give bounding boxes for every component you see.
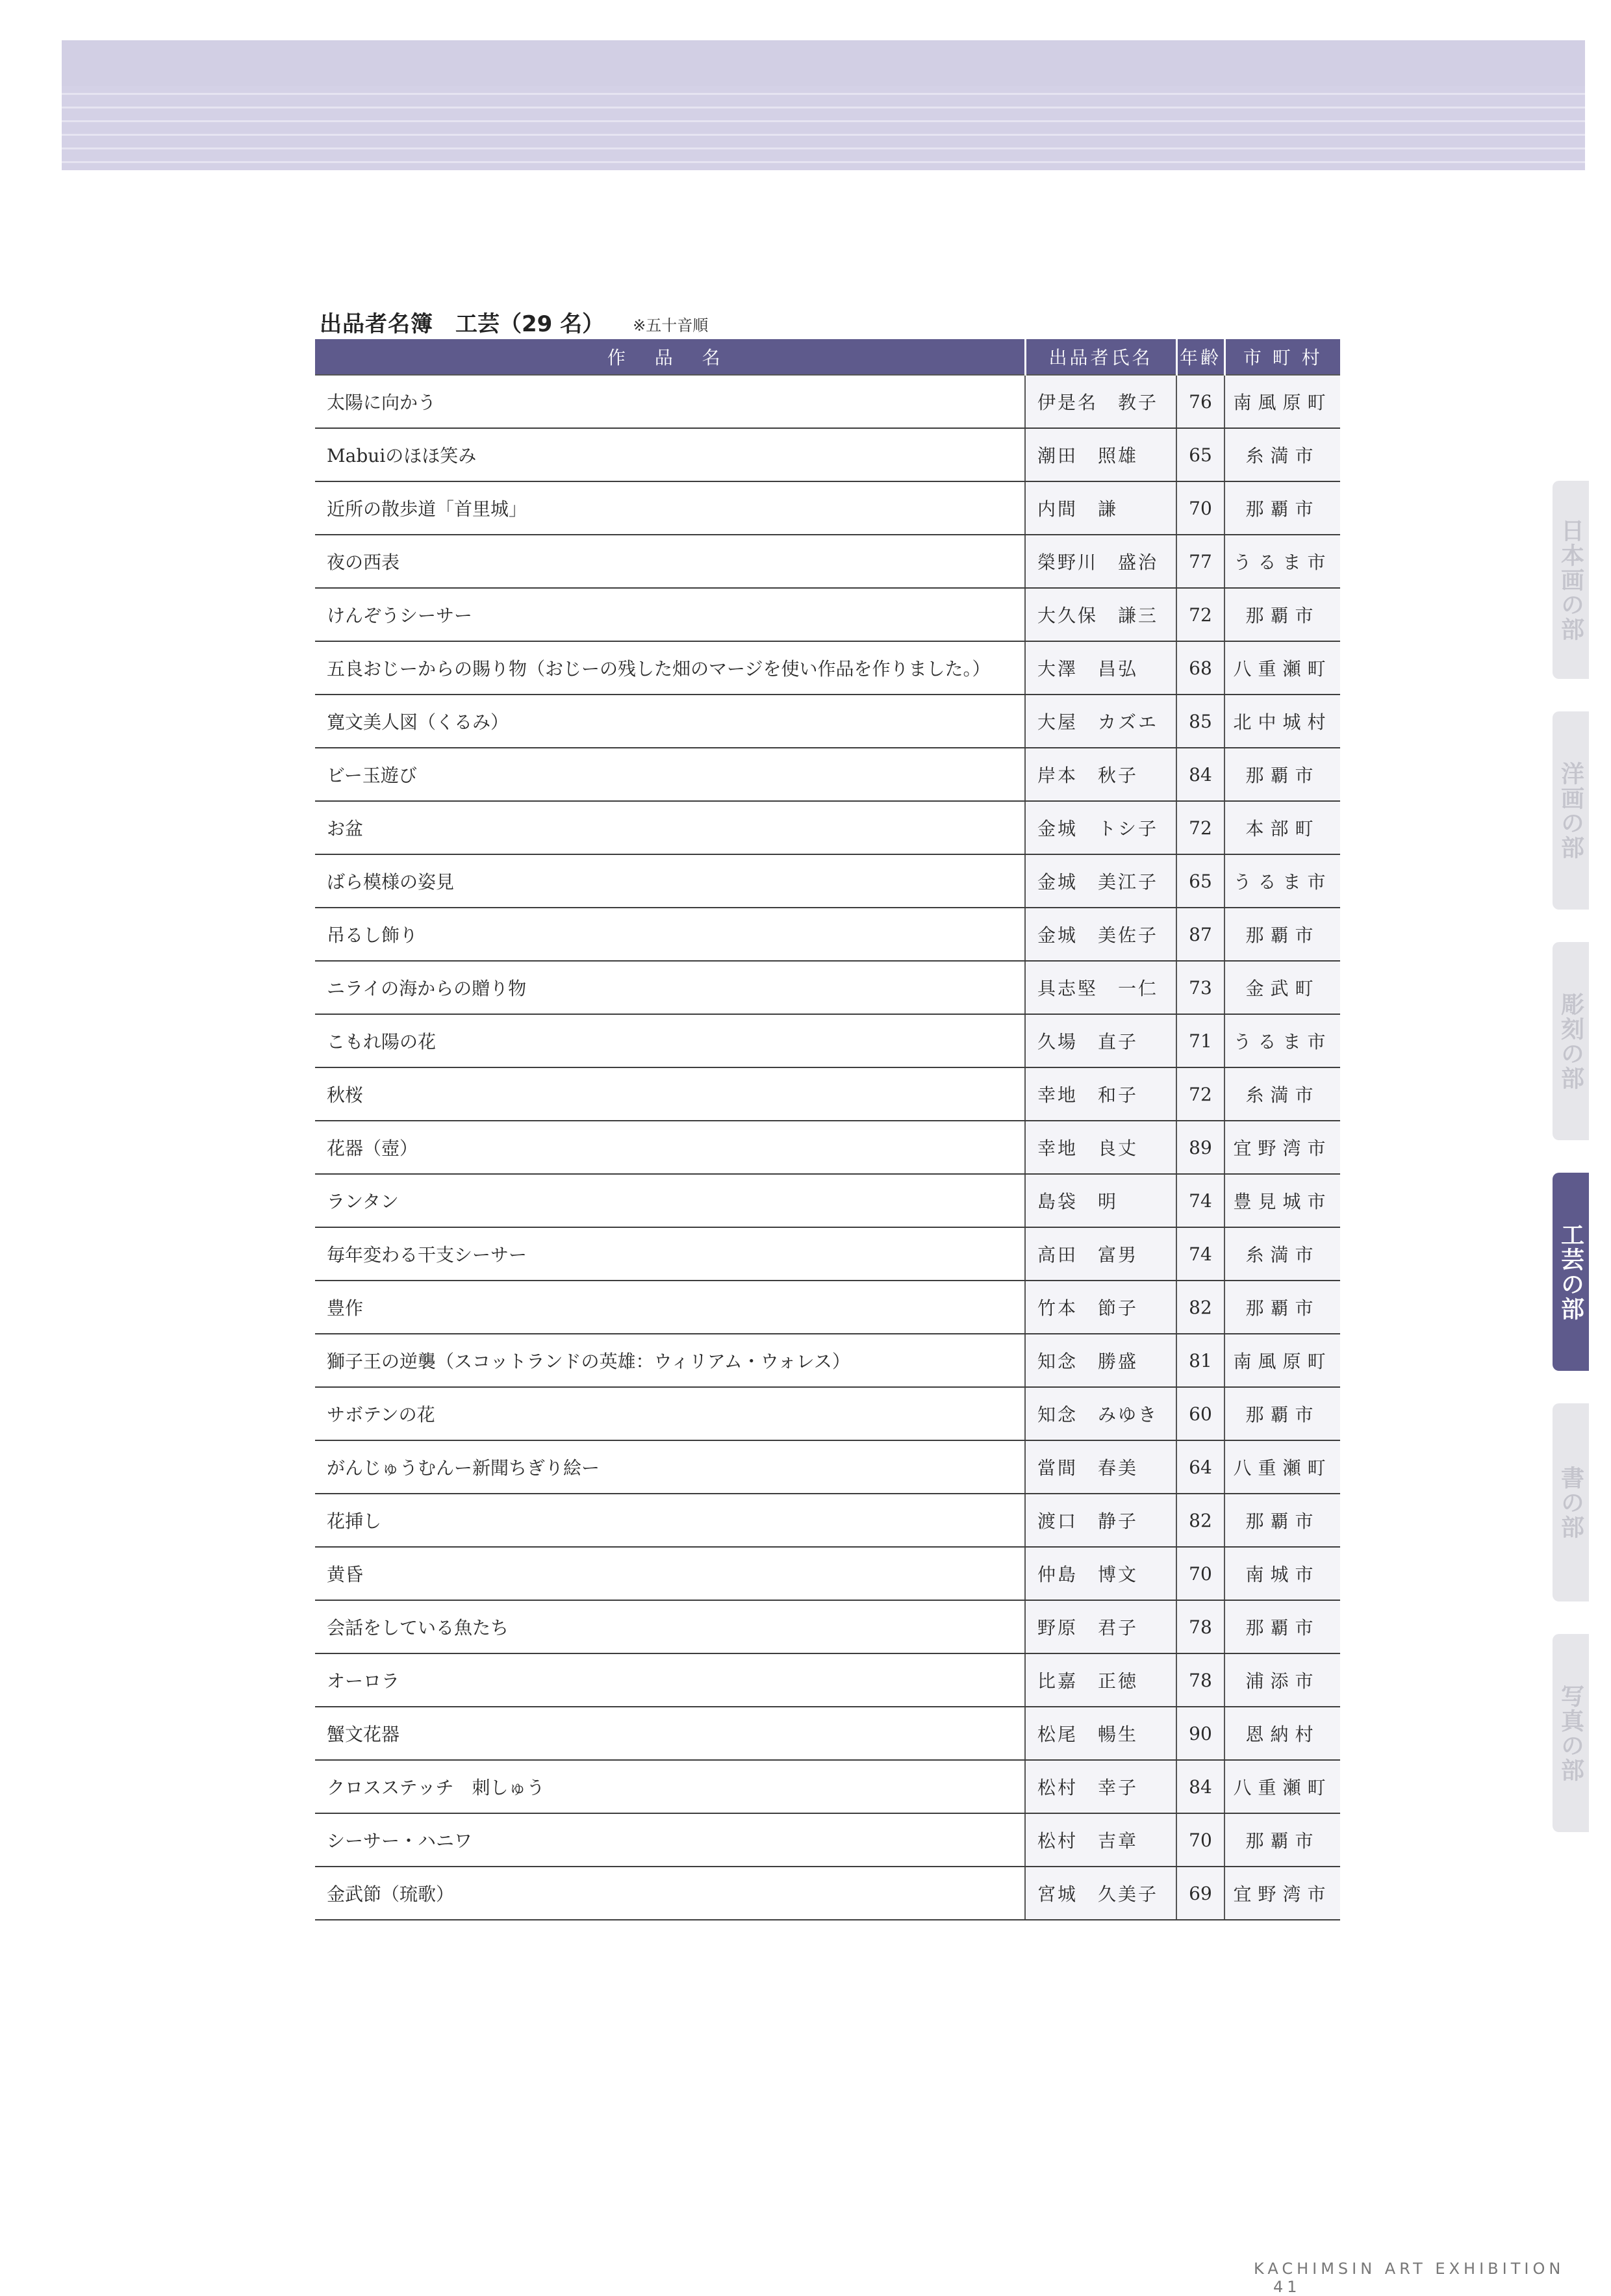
work-title-cell: シーサー・ハニワ [315, 1813, 1025, 1867]
municipality-cell: 八重瀬町 [1224, 1760, 1340, 1813]
exhibitor-name-cell: 松村 吉章 [1025, 1813, 1176, 1867]
age-cell: 90 [1176, 1707, 1224, 1760]
municipality-cell: うるま市 [1224, 535, 1340, 588]
municipality-cell: 那覇市 [1224, 1387, 1340, 1440]
category-title: 工芸（29 名） [455, 311, 605, 337]
table-row [315, 1760, 1340, 1813]
table-row [315, 1813, 1340, 1867]
work-title-cell: サボテンの花 [315, 1387, 1025, 1440]
age-cell: 78 [1176, 1600, 1224, 1653]
exhibitor-name-cell: 久場 直子 [1025, 1014, 1176, 1067]
exhibitor-name-cell: 島袋 明 [1025, 1174, 1176, 1227]
exhibitor-name-cell: 幸地 良丈 [1025, 1121, 1176, 1174]
municipality-cell: 金武町 [1224, 961, 1340, 1014]
sort-note: ※五十音順 [633, 316, 709, 335]
exhibitor-name-cell: 金城 トシ子 [1025, 801, 1176, 854]
age-cell: 74 [1176, 1174, 1224, 1227]
table-row [315, 588, 1340, 641]
age-cell: 84 [1176, 1760, 1224, 1813]
exhibitor-name-cell: 宮城 久美子 [1025, 1867, 1176, 1920]
age-cell: 60 [1176, 1387, 1224, 1440]
work-title-cell: 吊るし飾り [315, 908, 1025, 961]
municipality-cell: 那覇市 [1224, 1281, 1340, 1334]
work-title-cell: オーロラ [315, 1653, 1025, 1707]
side-tab-label: 洋画の部 [1557, 761, 1584, 860]
exhibitor-name-cell: 松村 幸子 [1025, 1760, 1176, 1813]
table-row [315, 535, 1340, 588]
table-row [315, 1121, 1340, 1174]
age-cell: 84 [1176, 748, 1224, 801]
municipality-cell: 恩納村 [1224, 1707, 1340, 1760]
exhibitor-name-cell: 知念 勝盛 [1025, 1334, 1176, 1387]
work-title-cell: 毎年変わる干支シーサー [315, 1227, 1025, 1281]
work-title-cell: がんじゅうむんー新聞ちぎり絵ー [315, 1440, 1025, 1494]
exhibitor-name-cell: 潮田 照雄 [1025, 428, 1176, 481]
work-title-cell: 獅子王の逆襲（スコットランドの英雄：ウィリアム・ウォレス） [315, 1334, 1025, 1387]
age-cell: 82 [1176, 1494, 1224, 1547]
work-title-cell: ばら模様の姿見 [315, 854, 1025, 908]
age-cell: 77 [1176, 535, 1224, 588]
section-heading [320, 305, 708, 338]
exhibitor-name-cell: 野原 君子 [1025, 1600, 1176, 1653]
age-cell: 85 [1176, 695, 1224, 748]
municipality-cell: 本部町 [1224, 801, 1340, 854]
table-row [315, 961, 1340, 1014]
roster-title: 出品者名簿 [320, 311, 433, 337]
page-number: 41 [1273, 2278, 1301, 2296]
table-row [315, 1014, 1340, 1067]
municipality-cell: 浦添市 [1224, 1653, 1340, 1707]
municipality-cell: 那覇市 [1224, 588, 1340, 641]
work-title-cell: ニライの海からの贈り物 [315, 961, 1025, 1014]
table-header-row [315, 339, 1340, 375]
work-title-cell: 豊作 [315, 1281, 1025, 1334]
table-row [315, 748, 1340, 801]
exhibitor-name-cell: 竹本 節子 [1025, 1281, 1176, 1334]
header-band-top [62, 40, 1585, 86]
header-city: 市 町 村 [1224, 339, 1340, 375]
table-row [315, 1600, 1340, 1653]
age-cell: 69 [1176, 1867, 1224, 1920]
side-tab-label: 工芸の部 [1557, 1222, 1584, 1321]
side-tab-6[interactable] [1553, 1634, 1589, 1832]
age-cell: 87 [1176, 908, 1224, 961]
footer-exhibition-name: KACHIMSIN ART EXHIBITION [1254, 2260, 1565, 2278]
age-cell: 72 [1176, 801, 1224, 854]
work-title-cell: 近所の散歩道「首里城」 [315, 481, 1025, 535]
table-row [315, 1867, 1340, 1920]
municipality-cell: 那覇市 [1224, 908, 1340, 961]
table-row [315, 908, 1340, 961]
age-cell: 89 [1176, 1121, 1224, 1174]
table-row [315, 1494, 1340, 1547]
municipality-cell: 北中城村 [1224, 695, 1340, 748]
work-title-cell: 会話をしている魚たち [315, 1600, 1025, 1653]
exhibitor-name-cell: 金城 美佐子 [1025, 908, 1176, 961]
municipality-cell: 那覇市 [1224, 1600, 1340, 1653]
work-title-cell: 黄昏 [315, 1547, 1025, 1600]
exhibitor-name-cell: 松尾 暢生 [1025, 1707, 1176, 1760]
work-title-cell: お盆 [315, 801, 1025, 854]
age-cell: 78 [1176, 1653, 1224, 1707]
side-tab-label: 日本画の部 [1557, 518, 1584, 642]
municipality-cell: 八重瀬町 [1224, 641, 1340, 695]
table-row [315, 1281, 1340, 1334]
table-row [315, 695, 1340, 748]
work-title-cell: ランタン [315, 1174, 1025, 1227]
table-body [315, 375, 1340, 1920]
work-title-cell: 花器（壺） [315, 1121, 1025, 1174]
table-row [315, 1227, 1340, 1281]
table-row [315, 641, 1340, 695]
table-row [315, 375, 1340, 428]
work-title-cell: クロスステッチ 刺しゅう [315, 1760, 1025, 1813]
exhibitor-table [315, 339, 1340, 1920]
age-cell: 73 [1176, 961, 1224, 1014]
age-cell: 65 [1176, 854, 1224, 908]
table-row [315, 1653, 1340, 1707]
exhibitor-name-cell: 具志堅 一仁 [1025, 961, 1176, 1014]
exhibitor-name-cell: 知念 みゆき [1025, 1387, 1176, 1440]
exhibitor-name-cell: 當間 春美 [1025, 1440, 1176, 1494]
work-title-cell: 五良おじーからの賜り物（おじーの残した畑のマージを使い作品を作りました。） [315, 641, 1025, 695]
table-row [315, 1440, 1340, 1494]
work-title-cell: 花挿し [315, 1494, 1025, 1547]
side-tab-3[interactable] [1553, 942, 1589, 1140]
header-age: 年齢 [1176, 339, 1224, 375]
table-row [315, 801, 1340, 854]
exhibitor-name-cell: 大屋 カズエ [1025, 695, 1176, 748]
municipality-cell: 南風原町 [1224, 375, 1340, 428]
age-cell: 72 [1176, 1067, 1224, 1121]
work-title-cell: こもれ陽の花 [315, 1014, 1025, 1067]
exhibitor-name-cell: 比嘉 正徳 [1025, 1653, 1176, 1707]
age-cell: 70 [1176, 1813, 1224, 1867]
work-title-cell: 金武節（琉歌） [315, 1867, 1025, 1920]
age-cell: 82 [1176, 1281, 1224, 1334]
side-tab-label: 彫刻の部 [1557, 991, 1584, 1091]
exhibitor-name-cell: 渡口 静子 [1025, 1494, 1176, 1547]
table-row [315, 1174, 1340, 1227]
side-tab-2[interactable] [1553, 711, 1589, 910]
table-row [315, 481, 1340, 535]
table-row [315, 1707, 1340, 1760]
table-row [315, 854, 1340, 908]
municipality-cell: 宜野湾市 [1224, 1121, 1340, 1174]
work-title-cell: 秋桜 [315, 1067, 1025, 1121]
municipality-cell: 南城市 [1224, 1547, 1340, 1600]
table-row [315, 1387, 1340, 1440]
age-cell: 72 [1176, 588, 1224, 641]
municipality-cell: 那覇市 [1224, 748, 1340, 801]
work-title-cell: 蟹文花器 [315, 1707, 1025, 1760]
work-title-cell: 夜の西表 [315, 535, 1025, 588]
exhibitor-name-cell: 幸地 和子 [1025, 1067, 1176, 1121]
header-decorative-band [62, 40, 1585, 170]
table-row [315, 1334, 1340, 1387]
work-title-cell: ビー玉遊び [315, 748, 1025, 801]
side-tab-1[interactable] [1553, 481, 1589, 679]
age-cell: 71 [1176, 1014, 1224, 1067]
municipality-cell: 那覇市 [1224, 1494, 1340, 1547]
municipality-cell: 那覇市 [1224, 481, 1340, 535]
municipality-cell: うるま市 [1224, 1014, 1340, 1067]
table-row [315, 1067, 1340, 1121]
age-cell: 65 [1176, 428, 1224, 481]
side-tab-label: 写真の部 [1557, 1683, 1584, 1783]
age-cell: 76 [1176, 375, 1224, 428]
side-tab-5[interactable] [1553, 1403, 1589, 1601]
table-row [315, 1547, 1340, 1600]
exhibitor-name-cell: 榮野川 盛治 [1025, 535, 1176, 588]
municipality-cell: 南風原町 [1224, 1334, 1340, 1387]
age-cell: 70 [1176, 1547, 1224, 1600]
side-tab-4[interactable] [1553, 1173, 1589, 1371]
work-title-cell: 寛文美人図（くるみ） [315, 695, 1025, 748]
exhibitor-name-cell: 岸本 秋子 [1025, 748, 1176, 801]
age-cell: 64 [1176, 1440, 1224, 1494]
work-title-cell: 太陽に向かう [315, 375, 1025, 428]
age-cell: 68 [1176, 641, 1224, 695]
municipality-cell: 糸満市 [1224, 1067, 1340, 1121]
work-title-cell: Mabuiのほほ笑み [315, 428, 1025, 481]
municipality-cell: 豊見城市 [1224, 1174, 1340, 1227]
exhibitor-name-cell: 金城 美江子 [1025, 854, 1176, 908]
side-tab-label: 書の部 [1557, 1465, 1584, 1540]
header-work: 作 品 名 [315, 339, 1025, 375]
age-cell: 74 [1176, 1227, 1224, 1281]
exhibitor-name-cell: 仲島 博文 [1025, 1547, 1176, 1600]
municipality-cell: 那覇市 [1224, 1813, 1340, 1867]
exhibitor-name-cell: 高田 富男 [1025, 1227, 1176, 1281]
footer [1254, 2260, 1611, 2296]
exhibitor-name-cell: 大久保 謙三 [1025, 588, 1176, 641]
municipality-cell: 八重瀬町 [1224, 1440, 1340, 1494]
header-name: 出品者氏名 [1025, 339, 1176, 375]
work-title-cell: けんぞうシーサー [315, 588, 1025, 641]
age-cell: 81 [1176, 1334, 1224, 1387]
municipality-cell: 宜野湾市 [1224, 1867, 1340, 1920]
exhibitor-name-cell: 大澤 昌弘 [1025, 641, 1176, 695]
municipality-cell: 糸満市 [1224, 1227, 1340, 1281]
exhibitor-name-cell: 内間 謙 [1025, 481, 1176, 535]
table-row [315, 428, 1340, 481]
municipality-cell: うるま市 [1224, 854, 1340, 908]
municipality-cell: 糸満市 [1224, 428, 1340, 481]
age-cell: 70 [1176, 481, 1224, 535]
exhibitor-name-cell: 伊是名 教子 [1025, 375, 1176, 428]
